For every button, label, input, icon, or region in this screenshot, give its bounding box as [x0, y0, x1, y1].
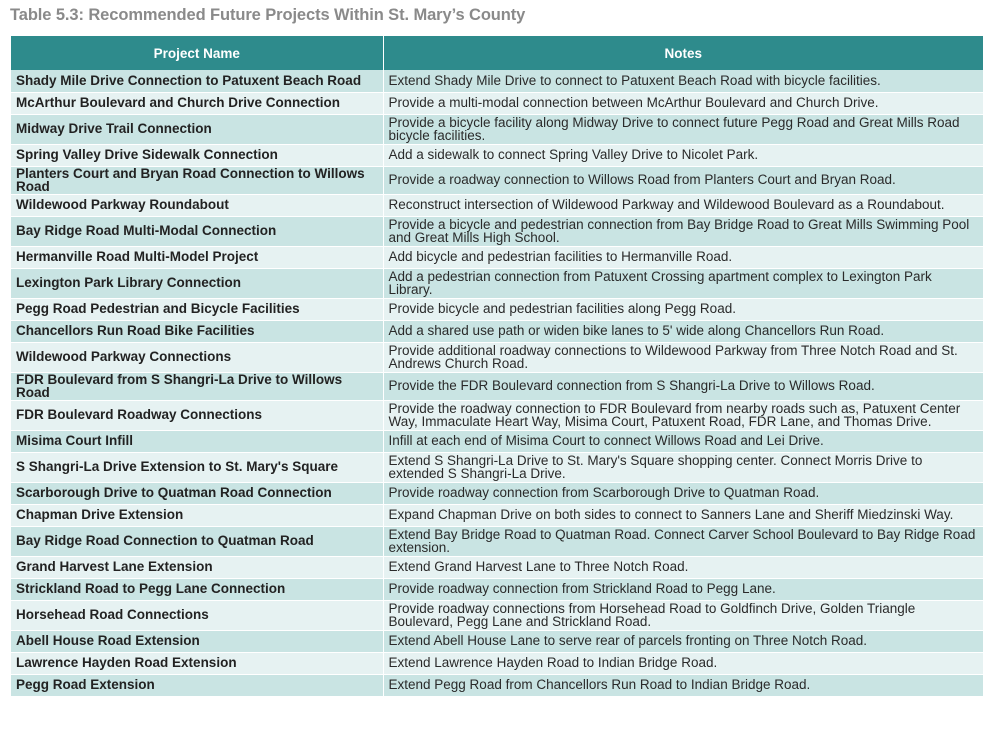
- notes-cell: Provide additional roadway connections to Wildewood Parkway from Three Notch Road and St. Andrews Church Road.: [383, 342, 983, 372]
- header-project-name: Project Name: [11, 36, 383, 70]
- notes-cell: Expand Chapman Drive on both sides to connect to Sanners Lane and Sheriff Miedzinski Way.: [383, 504, 983, 526]
- project-name-cell: Lawrence Hayden Road Extension: [11, 652, 383, 674]
- table-row: [11, 482, 983, 504]
- table-row: [11, 298, 983, 320]
- table-row: [11, 578, 983, 600]
- table-row: [11, 674, 983, 696]
- table-body: [11, 70, 983, 696]
- project-name-cell: Hermanville Road Multi-Model Project: [11, 246, 383, 268]
- table-row: [11, 652, 983, 674]
- table-row: [11, 144, 983, 166]
- project-name-cell: Horsehead Road Connections: [11, 600, 383, 630]
- project-name-cell: Wildewood Parkway Roundabout: [11, 194, 383, 216]
- notes-cell: Extend Bay Bridge Road to Quatman Road. Connect Carver School Boulevard to Bay Ridge Road extension.: [383, 526, 983, 556]
- notes-cell: Provide roadway connection from Strickland Road to Pegg Lane.: [383, 578, 983, 600]
- table-row: [11, 630, 983, 652]
- header-notes: Notes: [383, 36, 983, 70]
- table-row: [11, 246, 983, 268]
- table-row: [11, 430, 983, 452]
- table-row: [11, 70, 983, 92]
- table-row: [11, 504, 983, 526]
- project-name-cell: Chancellors Run Road Bike Facilities: [11, 320, 383, 342]
- table-row: [11, 400, 983, 430]
- table-row: [11, 194, 983, 216]
- project-name-cell: Abell House Road Extension: [11, 630, 383, 652]
- table-header-row: [11, 36, 983, 70]
- project-name-cell: FDR Boulevard Roadway Connections: [11, 400, 383, 430]
- project-name-cell: Strickland Road to Pegg Lane Connection: [11, 578, 383, 600]
- notes-cell: Provide a multi-modal connection between McArthur Boulevard and Church Drive.: [383, 92, 983, 114]
- notes-cell: Add a shared use path or widen bike lanes to 5' wide along Chancellors Run Road.: [383, 320, 983, 342]
- table-row: [11, 92, 983, 114]
- table-row: [11, 114, 983, 144]
- project-name-cell: Bay Ridge Road Multi-Modal Connection: [11, 216, 383, 246]
- project-name-cell: Lexington Park Library Connection: [11, 268, 383, 298]
- project-name-cell: Scarborough Drive to Quatman Road Connection: [11, 482, 383, 504]
- notes-cell: Infill at each end of Misima Court to connect Willows Road and Lei Drive.: [383, 430, 983, 452]
- table-row: [11, 372, 983, 400]
- notes-cell: Provide a bicycle facility along Midway Drive to connect future Pegg Road and Great Mills Road bicycle facilities.: [383, 114, 983, 144]
- notes-cell: Add a pedestrian connection from Patuxent Crossing apartment complex to Lexington Park Library.: [383, 268, 983, 298]
- notes-cell: Reconstruct intersection of Wildewood Parkway and Wildewood Boulevard as a Roundabout.: [383, 194, 983, 216]
- notes-cell: Provide roadway connections from Horsehead Road to Goldfinch Drive, Golden Triangle Boulevard, Pegg Lane and Strickland Road.: [383, 600, 983, 630]
- notes-cell: Provide bicycle and pedestrian facilities along Pegg Road.: [383, 298, 983, 320]
- project-name-cell: Shady Mile Drive Connection to Patuxent Beach Road: [11, 70, 383, 92]
- project-name-cell: Misima Court Infill: [11, 430, 383, 452]
- project-name-cell: McArthur Boulevard and Church Drive Connection: [11, 92, 383, 114]
- table-row: [11, 526, 983, 556]
- notes-cell: Extend Shady Mile Drive to connect to Patuxent Beach Road with bicycle facilities.: [383, 70, 983, 92]
- table-row: [11, 268, 983, 298]
- notes-cell: Add bicycle and pedestrian facilities to Hermanville Road.: [383, 246, 983, 268]
- project-name-cell: FDR Boulevard from S Shangri-La Drive to Willows Road: [11, 372, 383, 400]
- project-name-cell: Wildewood Parkway Connections: [11, 342, 383, 372]
- table-title: Table 5.3: Recommended Future Projects Within St. Mary’s County: [10, 6, 526, 24]
- project-name-cell: Bay Ridge Road Connection to Quatman Road: [11, 526, 383, 556]
- notes-cell: Add a sidewalk to connect Spring Valley Drive to Nicolet Park.: [383, 144, 983, 166]
- table-row: [11, 452, 983, 482]
- project-name-cell: S Shangri-La Drive Extension to St. Mary's Square: [11, 452, 383, 482]
- table-row: [11, 556, 983, 578]
- notes-cell: Provide a roadway connection to Willows Road from Planters Court and Bryan Road.: [383, 166, 983, 194]
- notes-cell: Provide a bicycle and pedestrian connection from Bay Bridge Road to Great Mills Swimming Pool and Great Mills High School.: [383, 216, 983, 246]
- project-name-cell: Pegg Road Pedestrian and Bicycle Facilities: [11, 298, 383, 320]
- project-name-cell: Spring Valley Drive Sidewalk Connection: [11, 144, 383, 166]
- notes-cell: Provide the FDR Boulevard connection from S Shangri-La Drive to Willows Road.: [383, 372, 983, 400]
- table-row: [11, 600, 983, 630]
- project-name-cell: Grand Harvest Lane Extension: [11, 556, 383, 578]
- table-row: [11, 166, 983, 194]
- table-row: [11, 216, 983, 246]
- project-name-cell: Chapman Drive Extension: [11, 504, 383, 526]
- notes-cell: Extend Pegg Road from Chancellors Run Road to Indian Bridge Road.: [383, 674, 983, 696]
- project-name-cell: Midway Drive Trail Connection: [11, 114, 383, 144]
- table-row: [11, 320, 983, 342]
- notes-cell: Extend Grand Harvest Lane to Three Notch Road.: [383, 556, 983, 578]
- project-name-cell: Pegg Road Extension: [11, 674, 383, 696]
- notes-cell: Provide roadway connection from Scarborough Drive to Quatman Road.: [383, 482, 983, 504]
- notes-cell: Extend Abell House Lane to serve rear of parcels fronting on Three Notch Road.: [383, 630, 983, 652]
- notes-cell: Provide the roadway connection to FDR Boulevard from nearby roads such as, Patuxent Center Way, Immaculate Heart Way, Misima Court, Patuxent Road, FDR Lane, and Thomas Drive.: [383, 400, 983, 430]
- project-name-cell: Planters Court and Bryan Road Connection to Willows Road: [11, 166, 383, 194]
- projects-table: [11, 36, 983, 697]
- notes-cell: Extend Lawrence Hayden Road to Indian Bridge Road.: [383, 652, 983, 674]
- notes-cell: Extend S Shangri-La Drive to St. Mary's Square shopping center. Connect Morris Drive to extended S Shangri-La Drive.: [383, 452, 983, 482]
- table-row: [11, 342, 983, 372]
